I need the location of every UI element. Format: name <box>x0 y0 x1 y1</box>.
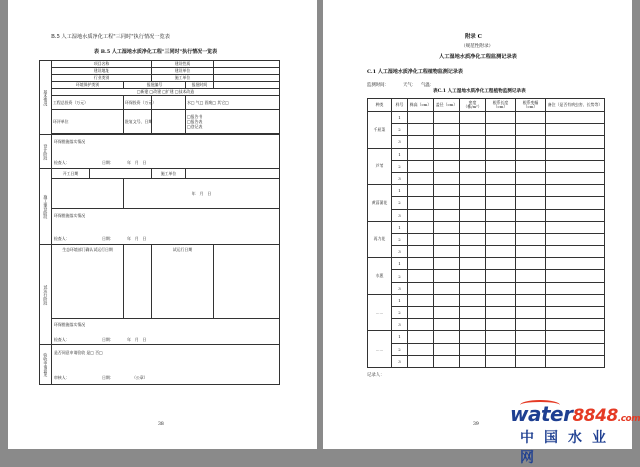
empty-cell[interactable] <box>408 209 434 221</box>
header-density: 密度（株/m²） <box>460 99 486 112</box>
cell-ymd-3: 年 月 日 <box>127 236 147 241</box>
right-table-title: 表C.1 人工湿地水质净化工程植物监测记录表 <box>433 89 526 94</box>
empty-cell[interactable] <box>486 221 516 233</box>
empty-cell[interactable] <box>486 319 516 331</box>
empty-cell[interactable] <box>434 270 460 282</box>
sample-number-cell: 3 <box>392 355 408 367</box>
appendix-sub: （规范性附录） <box>461 44 494 49</box>
sample-number-cell: 1 <box>392 331 408 343</box>
recorder: 记录人： <box>367 373 385 378</box>
table-row <box>368 197 605 209</box>
empty-cell[interactable] <box>460 331 486 343</box>
empty-cell[interactable] <box>408 148 434 160</box>
empty-cell[interactable] <box>546 319 605 331</box>
empty-cell[interactable] <box>460 197 486 209</box>
section-check: 验收申请意见 <box>40 345 52 385</box>
cell-checker-1: 检查人： <box>54 160 70 165</box>
weather: 天气： <box>403 83 417 88</box>
empty-cell[interactable] <box>546 172 605 184</box>
cell-acceptance: 生态环境部门确认试运行日期 <box>52 245 124 319</box>
empty-cell[interactable] <box>434 185 460 197</box>
cell-reviewer: 审核人： <box>54 375 70 380</box>
cell-checker-3: 检查人： <box>54 337 70 342</box>
empty-cell[interactable] <box>486 246 516 258</box>
empty-cell[interactable] <box>516 160 546 172</box>
cell-build-measures: 环保措施落实情况 <box>54 213 86 218</box>
header-row <box>368 99 605 112</box>
cell-date-3: 日期： <box>102 337 114 342</box>
table-row <box>368 319 605 331</box>
sample-number-cell: 2 <box>392 307 408 319</box>
table-row <box>368 307 605 319</box>
table-row <box>368 258 605 270</box>
cell-build-nature: 建设性质 <box>152 61 214 68</box>
sample-number-cell: 1 <box>392 112 408 124</box>
empty-cell[interactable] <box>546 343 605 355</box>
empty-cell[interactable] <box>516 282 546 294</box>
cell-date-2: 日期： <box>102 236 114 241</box>
cell-site-options: 水□ 气□ 固废□ 其它□ <box>186 96 280 110</box>
logo-wordmark: water8848.com <box>510 402 640 426</box>
cell-ymd-1: 年 月 日 <box>127 160 147 165</box>
empty-cell[interactable] <box>516 148 546 160</box>
empty-cell[interactable] <box>516 172 546 184</box>
cell-contractor: 施工单位 <box>152 75 214 82</box>
sample-number-cell: 3 <box>392 209 408 221</box>
species-cell: 千屈菜 <box>368 112 392 149</box>
table-row <box>368 209 605 221</box>
empty-cell[interactable] <box>460 112 486 124</box>
empty-cell[interactable] <box>486 294 516 306</box>
empty-cell[interactable] <box>546 331 605 343</box>
left-page <box>8 0 317 449</box>
empty-cell[interactable] <box>408 282 434 294</box>
empty-cell[interactable] <box>460 124 486 136</box>
empty-cell[interactable] <box>408 197 434 209</box>
empty-cell[interactable] <box>486 343 516 355</box>
table-row <box>368 282 605 294</box>
table-row <box>368 160 605 172</box>
empty-cell[interactable] <box>460 270 486 282</box>
cell-trial-date: 试运行日期 <box>152 245 214 319</box>
empty-cell[interactable] <box>516 246 546 258</box>
cell-seal: （公章） <box>132 375 148 380</box>
section-build: 施工建设阶段 <box>40 169 52 245</box>
table-row <box>368 148 605 160</box>
header-species: 种类 <box>368 99 392 112</box>
plant-monitoring-table <box>367 98 605 368</box>
sample-number-cell: 1 <box>392 185 408 197</box>
empty-cell[interactable] <box>486 270 516 282</box>
right-page-number: 39 <box>473 422 479 427</box>
empty-cell[interactable] <box>460 148 486 160</box>
header-sample: 样号 <box>392 99 408 112</box>
cell-apply-line: 是否同意申请验收 是□ 否□ <box>54 350 103 355</box>
empty-cell[interactable] <box>460 185 486 197</box>
empty-cell[interactable] <box>434 172 460 184</box>
table-row <box>368 233 605 245</box>
empty-cell[interactable] <box>460 343 486 355</box>
empty-cell[interactable] <box>434 209 460 221</box>
cell-ymd-2: 年 月 日 <box>124 179 280 209</box>
empty-cell[interactable] <box>408 160 434 172</box>
empty-cell[interactable] <box>434 331 460 343</box>
species-cell: 芦苇 <box>368 148 392 185</box>
empty-cell[interactable] <box>460 258 486 270</box>
empty-cell[interactable] <box>546 185 605 197</box>
section-heading: C.1 人工湿地水质净化工程植物监测记录表 <box>367 69 463 75</box>
empty-cell[interactable] <box>546 258 605 270</box>
empty-cell[interactable] <box>546 233 605 245</box>
empty-cell[interactable] <box>486 233 516 245</box>
appendix-label: 附录 C <box>465 34 482 40</box>
cell-report-options: □报告书 □报告表 □登记表 <box>186 110 280 134</box>
empty-cell[interactable] <box>486 209 516 221</box>
empty-cell[interactable] <box>460 355 486 367</box>
empty-cell[interactable] <box>434 246 460 258</box>
sample-number-cell: 1 <box>392 148 408 160</box>
cell-review-time: 报批时间 <box>186 82 214 89</box>
empty-cell[interactable] <box>486 197 516 209</box>
empty-cell[interactable] <box>516 294 546 306</box>
empty-cell[interactable] <box>460 246 486 258</box>
table-row <box>368 294 605 306</box>
empty-cell[interactable] <box>546 209 605 221</box>
empty-cell[interactable] <box>434 233 460 245</box>
empty-cell[interactable] <box>408 246 434 258</box>
empty-cell[interactable] <box>408 233 434 245</box>
empty-cell[interactable] <box>486 185 516 197</box>
empty-cell[interactable] <box>546 197 605 209</box>
empty-cell[interactable] <box>546 282 605 294</box>
empty-cell[interactable] <box>546 124 605 136</box>
empty-cell[interactable] <box>486 160 516 172</box>
empty-cell[interactable] <box>486 282 516 294</box>
species-cell: 再力花 <box>368 221 392 258</box>
cell-total-investment: 工程总投资（万元） <box>52 96 124 110</box>
three-simultaneous-table <box>39 60 280 385</box>
empty-cell[interactable] <box>434 148 460 160</box>
cell-construction-unit: 施工单位 <box>152 169 186 179</box>
empty-cell[interactable] <box>408 343 434 355</box>
header-root-length: 根系长度（cm） <box>486 99 516 112</box>
empty-cell[interactable] <box>516 124 546 136</box>
cell-env-investment: 环保投资（万元） <box>124 96 152 110</box>
header-cover: 盖径（cm） <box>434 99 460 112</box>
empty-cell[interactable] <box>460 319 486 331</box>
table-row <box>368 221 605 233</box>
empty-cell[interactable] <box>408 136 434 148</box>
empty-cell[interactable] <box>486 172 516 184</box>
empty-cell[interactable] <box>516 307 546 319</box>
empty-cell[interactable] <box>516 270 546 282</box>
empty-cell[interactable] <box>408 112 434 124</box>
table-row <box>368 343 605 355</box>
empty-cell[interactable] <box>516 233 546 245</box>
empty-cell[interactable] <box>486 258 516 270</box>
empty-cell[interactable] <box>434 112 460 124</box>
header-height: 株高（cm） <box>408 99 434 112</box>
empty-cell[interactable] <box>408 124 434 136</box>
cell-build-location: 建设地址 <box>52 68 152 75</box>
left-page-number: 38 <box>158 422 164 427</box>
empty-cell[interactable] <box>434 294 460 306</box>
empty-cell[interactable] <box>434 307 460 319</box>
cell-eia-unit: 环评单位 <box>52 110 124 134</box>
cell-date-4: 日期： <box>102 375 114 380</box>
empty-cell[interactable] <box>434 160 460 172</box>
empty-cell[interactable] <box>546 355 605 367</box>
cell-design-measures: 环保措施落实情况 <box>54 139 86 144</box>
cell-trial-measures: 环保措施落实情况 <box>54 322 86 327</box>
empty-cell[interactable] <box>516 355 546 367</box>
cell-review-no: 报批编号 <box>124 82 186 89</box>
sample-number-cell: 2 <box>392 233 408 245</box>
empty-cell[interactable] <box>516 221 546 233</box>
empty-cell[interactable] <box>486 124 516 136</box>
empty-cell[interactable] <box>486 331 516 343</box>
empty-cell[interactable] <box>434 124 460 136</box>
empty-cell[interactable] <box>460 233 486 245</box>
empty-cell[interactable] <box>408 319 434 331</box>
sample-number-cell: 1 <box>392 258 408 270</box>
empty-cell[interactable] <box>460 294 486 306</box>
empty-cell[interactable] <box>408 331 434 343</box>
cell-new-build: □新建 □改建 □扩建 □技术改造 <box>52 89 280 96</box>
empty-cell[interactable] <box>486 307 516 319</box>
sample-number-cell: 2 <box>392 124 408 136</box>
empty-cell[interactable] <box>434 319 460 331</box>
empty-cell[interactable] <box>408 221 434 233</box>
sample-number-cell: 2 <box>392 270 408 282</box>
sample-number-cell: 3 <box>392 172 408 184</box>
right-page <box>323 0 632 449</box>
empty-cell[interactable] <box>546 307 605 319</box>
empty-cell[interactable] <box>486 136 516 148</box>
table-row <box>368 185 605 197</box>
section-design: 设计阶段 <box>40 135 52 169</box>
empty-cell[interactable] <box>486 355 516 367</box>
empty-cell[interactable] <box>434 197 460 209</box>
empty-cell[interactable] <box>546 112 605 124</box>
sample-number-cell: 1 <box>392 294 408 306</box>
empty-cell[interactable] <box>546 246 605 258</box>
empty-cell[interactable] <box>460 172 486 184</box>
section-basic: 基本情况 <box>40 61 52 135</box>
sample-number-cell: 1 <box>392 221 408 233</box>
sample-number-cell: 3 <box>392 246 408 258</box>
empty-cell[interactable] <box>516 343 546 355</box>
empty-cell[interactable] <box>434 258 460 270</box>
empty-cell[interactable] <box>460 282 486 294</box>
empty-cell[interactable] <box>460 221 486 233</box>
empty-cell[interactable] <box>546 294 605 306</box>
species-cell: 水葱 <box>368 258 392 295</box>
water8848-logo <box>510 402 640 466</box>
header-remark: 备注（是否有病虫害、长势等） <box>546 99 605 112</box>
empty-cell[interactable] <box>516 319 546 331</box>
empty-cell[interactable] <box>546 160 605 172</box>
sample-number-cell: 3 <box>392 282 408 294</box>
empty-cell[interactable] <box>408 172 434 184</box>
cell-approval-no: 批复文号、日期 <box>124 110 152 134</box>
empty-cell[interactable] <box>546 136 605 148</box>
empty-cell[interactable] <box>460 160 486 172</box>
empty-cell[interactable] <box>408 185 434 197</box>
empty-cell[interactable] <box>486 148 516 160</box>
empty-cell[interactable] <box>434 221 460 233</box>
temperature: 气温： <box>421 83 435 88</box>
logo-chinese: 中国水业网 <box>520 430 616 466</box>
table-row <box>368 124 605 136</box>
empty-cell[interactable] <box>460 136 486 148</box>
table-row <box>368 331 605 343</box>
cell-builder: 建设单位 <box>152 68 214 75</box>
appendix-title: 人工湿地水质净化工程监测记录表 <box>439 54 517 60</box>
species-cell: …… <box>368 331 392 368</box>
table-row <box>368 112 605 124</box>
cell-checker-2: 检查人： <box>54 236 70 241</box>
left-heading: B.5 人工湿地水质净化工程"三同时"执行情况一览表 <box>51 34 170 40</box>
empty-cell[interactable] <box>486 112 516 124</box>
cell-start-date: 开工日期 <box>52 169 90 179</box>
empty-cell[interactable] <box>516 209 546 221</box>
empty-cell[interactable] <box>408 258 434 270</box>
empty-cell[interactable] <box>434 136 460 148</box>
table-row <box>368 172 605 184</box>
empty-cell[interactable] <box>460 209 486 221</box>
sample-number-cell: 2 <box>392 160 408 172</box>
empty-cell[interactable] <box>546 148 605 160</box>
table-row <box>368 136 605 148</box>
table-row <box>368 246 605 258</box>
empty-cell[interactable] <box>546 221 605 233</box>
empty-cell[interactable] <box>434 355 460 367</box>
empty-cell[interactable] <box>516 197 546 209</box>
empty-cell[interactable] <box>516 185 546 197</box>
sample-number-cell: 2 <box>392 343 408 355</box>
cell-industry: 行业类别 <box>52 75 152 82</box>
empty-cell[interactable] <box>516 112 546 124</box>
empty-cell[interactable] <box>516 258 546 270</box>
species-cell: …… <box>368 294 392 331</box>
empty-cell[interactable] <box>434 343 460 355</box>
table-row <box>368 270 605 282</box>
cell-ymd-4: 年 月 日 <box>127 337 147 342</box>
section-trial: 试运行阶段 <box>40 245 52 345</box>
header-root-range: 根系变幅（cm） <box>516 99 546 112</box>
empty-cell[interactable] <box>408 294 434 306</box>
sample-number-cell: 2 <box>392 197 408 209</box>
cell-project-name: 项目名称 <box>52 61 152 68</box>
empty-cell[interactable] <box>546 270 605 282</box>
left-table-title: 表 B.5 人工湿地水质净化工程"三同时"执行情况一览表 <box>94 49 218 55</box>
species-cell: 黄菖蒲花 <box>368 185 392 222</box>
cell-env-category: 环境保护类别 <box>52 82 124 89</box>
empty-cell[interactable] <box>516 136 546 148</box>
table-row <box>368 355 605 367</box>
empty-cell[interactable] <box>516 331 546 343</box>
monitor-time: 监测时间： <box>367 83 389 88</box>
empty-cell[interactable] <box>408 307 434 319</box>
cell-date-1: 日期： <box>102 160 114 165</box>
sample-number-cell: 3 <box>392 319 408 331</box>
empty-cell[interactable] <box>434 282 460 294</box>
sample-number-cell: 3 <box>392 136 408 148</box>
empty-cell[interactable] <box>408 270 434 282</box>
empty-cell[interactable] <box>408 355 434 367</box>
empty-cell[interactable] <box>460 307 486 319</box>
